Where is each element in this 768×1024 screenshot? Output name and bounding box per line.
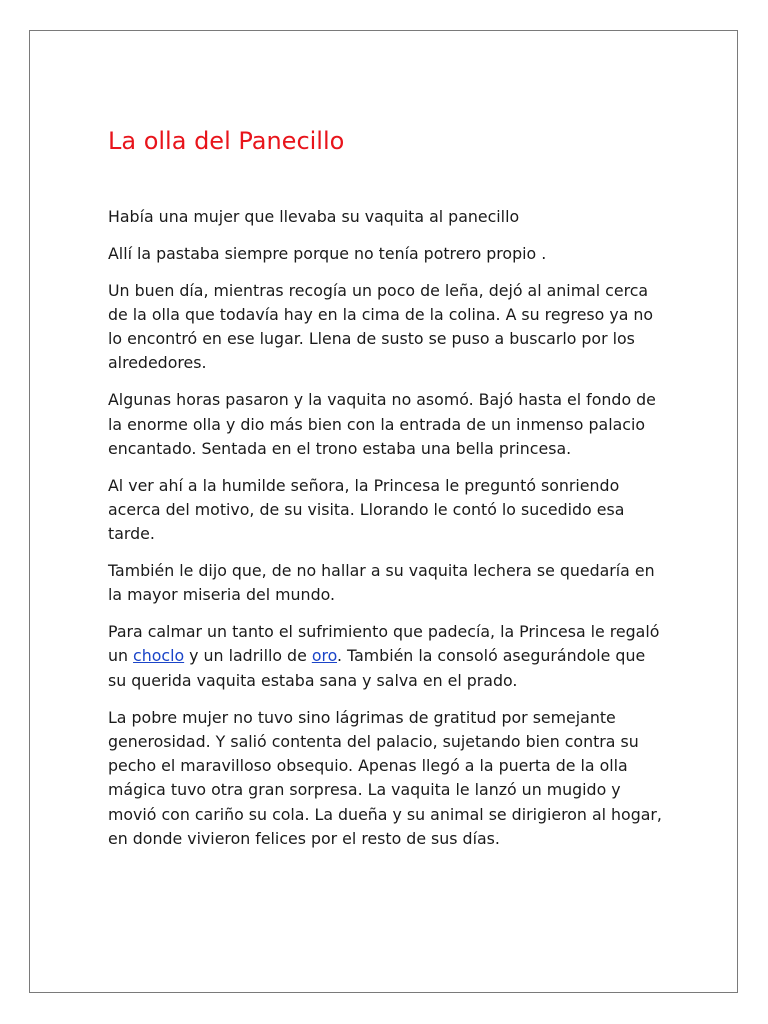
choclo-link[interactable]: choclo [133,646,185,666]
paragraph: Algunas horas pasaron y la vaquita no asomó. Bajó hasta el fondo de la enorme olla y dio más bien con la entrada de un inmenso palacio encantado. Sentada en el trono estaba una bella princesa. [108,390,656,458]
paragraph-text: Para calmar un tanto el sufrimiento que padecía, la Princesa le regaló un [108,622,660,666]
paragraph: Un buen día, mientras recogía un poco de leña, dejó al animal cerca de la olla que todavía hay en la cima de la colina. A su regreso ya no lo encontró en ese lugar. Llena de susto se puso a buscarlo por los alrededores. [108,280,654,373]
paragraph: Al ver ahí a la humilde señora, la Princesa le preguntó sonriendo acerca del motivo, de su visita. Llorando le contó lo sucedido esa tarde. [108,475,625,544]
document-body [108,205,668,864]
paragraph: También le dijo que, de no hallar a su vaquita lechera se quedaría en la mayor miseria del mundo. [108,561,655,605]
paragraph: La pobre mujer no tuvo sino lágrimas de gratitud por semejante generosidad. Y salió contenta del palacio, sujetando bien contra su pecho el maravilloso obsequio. Apenas llegó a la puerta de la olla mágica tuvo otra gran sorpresa. La vaquita le lanzó un mugido y movió con cariño su cola. La dueña y su animal se dirigieron al hogar, en donde vivieron felices por el resto de sus días. [108,707,662,849]
paragraph: Había una mujer que llevaba su vaquita al panecillo [108,207,520,226]
document-page [29,30,738,993]
paragraph-with-links [108,620,668,693]
paragraph-text: y un ladrillo de [184,646,312,666]
paragraph-text: . También la consoló asegurándole que su querida vaquita estaba sana y salva en el prado. [108,646,646,690]
paragraph: Allí la pastaba siempre porque no tenía potrero propio . [108,243,547,263]
document-title: La olla del Panecillo [108,127,345,155]
oro-link[interactable]: oro [311,646,338,666]
